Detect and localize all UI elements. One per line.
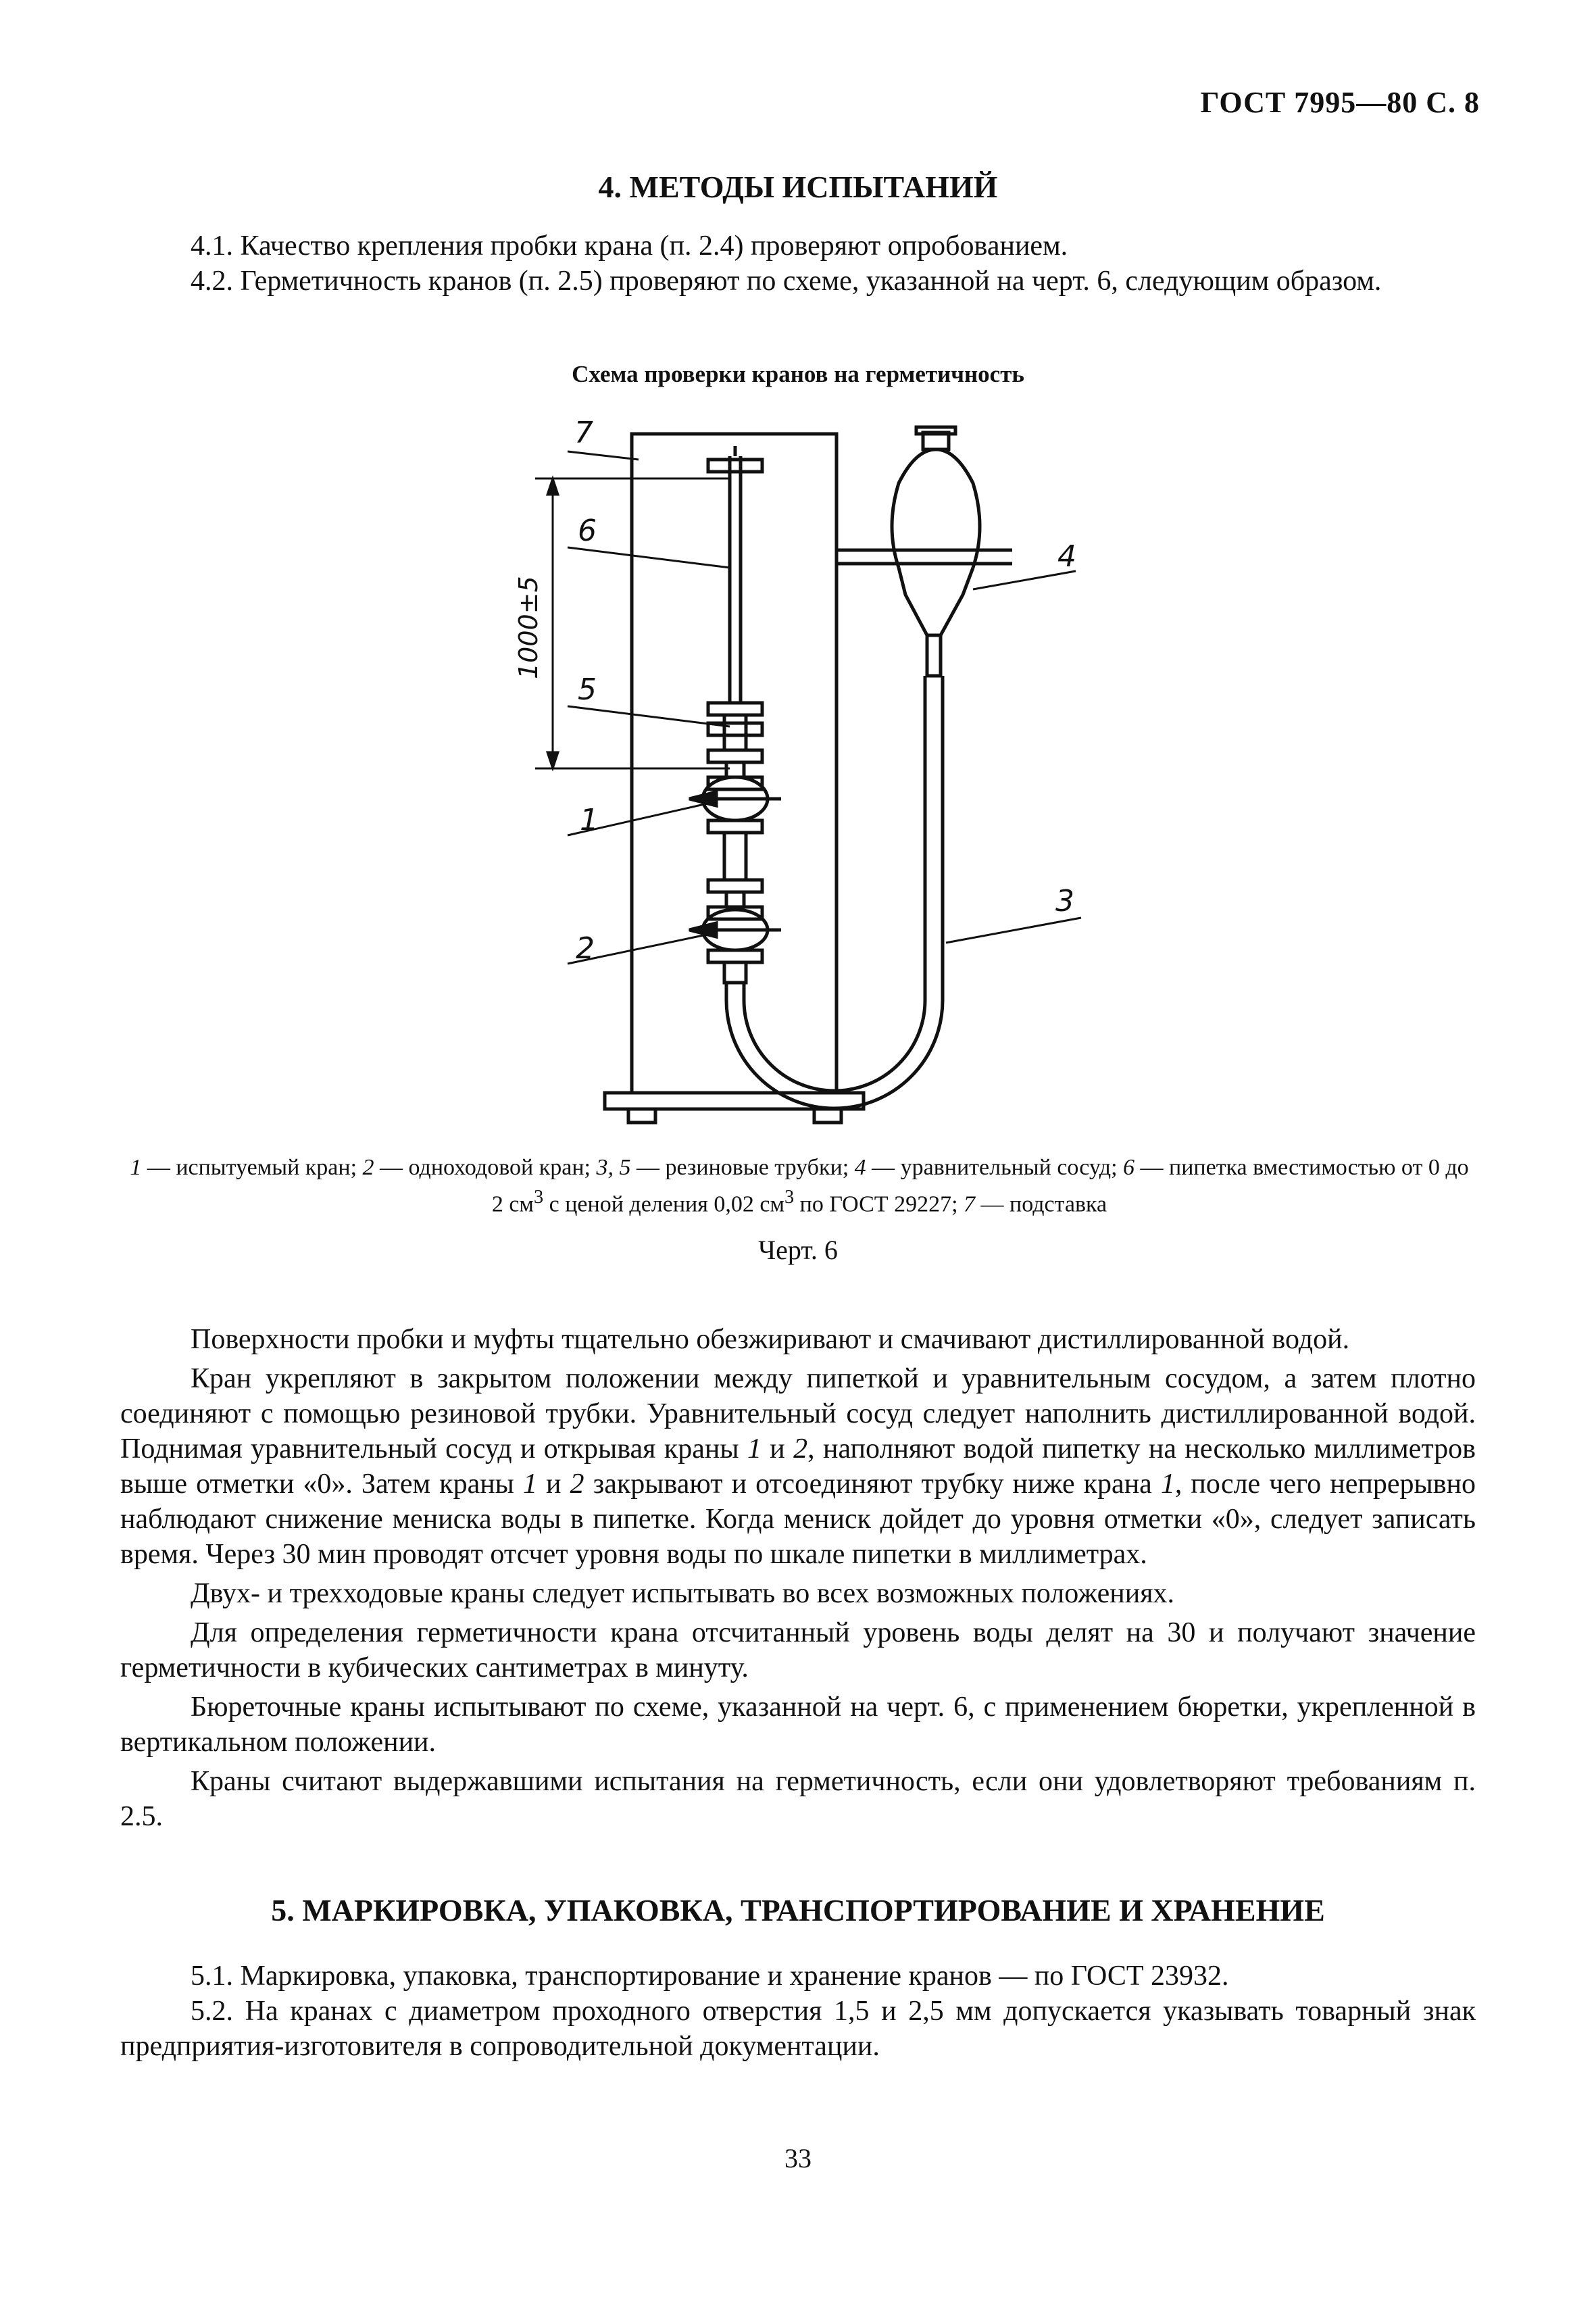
leak-test-diagram <box>0 0 1596 1149</box>
section-5-text <box>120 1959 1476 2064</box>
p2-text-i: закрывают и отсоединяют трубку ниже крана <box>584 1469 1161 1500</box>
caption-text-7: — подставка <box>975 1191 1107 1217</box>
body-paragraph-3: Двух- и трехходовые краны следует испытывать во всех возможных положениях. <box>191 1578 1175 1609</box>
tested-tap-1 <box>689 777 781 880</box>
p2-text-g: и <box>537 1469 570 1500</box>
caption-text-2: — одноходовой кран; <box>374 1155 597 1180</box>
body-paragraph-6: Краны считают выдержавшими испытания на герметичность, если они удовлетворяют требованиям п. 2.5. <box>120 1766 1476 1832</box>
caption-text-6b: с ценой деления 0,02 см <box>543 1191 784 1217</box>
label-6: 6 <box>578 514 597 548</box>
body-text <box>120 1322 1476 1834</box>
section-4-title: 4. МЕТОДЫ ИСПЫТАНИЙ <box>598 170 998 204</box>
body-paragraph-5: Бюреточные краны испытывают по схеме, указанной на черт. 6, с применением бюретки, укрепленной в вертикальном положении. <box>120 1692 1476 1758</box>
p2-text-c: и <box>761 1433 794 1464</box>
stand-foot-left <box>628 1109 655 1123</box>
caption-text-1: — испытуемый кран; <box>141 1155 363 1180</box>
label-1: 1 <box>580 803 599 837</box>
dimension-label: 1000±5 <box>514 576 543 679</box>
paragraph-5-1: 5.1. Маркировка, упаковка, транспортирование и хранение кранов — по ГОСТ 23932. <box>191 1961 1229 1992</box>
figure-label: Черт. 6 <box>758 1235 838 1265</box>
label-5: 5 <box>578 672 597 707</box>
stand-foot-right <box>814 1109 841 1123</box>
caption-text-6c: по ГОСТ 29227; <box>794 1191 964 1217</box>
label-4: 4 <box>1057 539 1076 574</box>
caption-num-2: 2 <box>362 1155 374 1180</box>
paragraph-4-1: 4.1. Качество крепления пробки крана (п. 2.4) проверяют опробованием. <box>191 230 1068 262</box>
body-paragraph-4: Для определения герметичности крана отсчитанный уровень воды делят на 30 и получают значение герметичности в кубических сантиметрах в минуту. <box>120 1617 1476 1683</box>
p2-text-a: Кран укрепляют в закрытом положении между пипеткой и уравнительным сосудом, а затем плотно соединяют с помощью резиновой трубки. Уравнительный сосуд следует наполнить дистиллированной водой. Поднимая уравнительный сосуд и открывая краны <box>120 1363 1476 1464</box>
section-5-title: 5. МАРКИРОВКА, УПАКОВКА, ТРАНСПОРТИРОВАНИЕ И ХРАНЕНИЕ <box>271 1893 1325 1927</box>
p2-ref-1a: 1 <box>747 1433 762 1464</box>
caption-num-7: 7 <box>964 1191 976 1217</box>
label-7: 7 <box>574 416 593 450</box>
one-way-tap-2 <box>689 880 781 983</box>
paragraph-5-2: 5.2. На кранах с диаметром проходного отверстия 1,5 и 2,5 мм допускается указывать товарный знак предприятия-изготовителя в сопроводительной документации. <box>120 1996 1476 2062</box>
p2-ref-2a: 2 <box>793 1433 808 1464</box>
caption-text-4: — уравнительный сосуд; <box>866 1155 1124 1180</box>
leader-lines <box>568 451 1081 964</box>
caption-num-6: 6 <box>1123 1155 1135 1180</box>
caption-sup-2: 3 <box>784 1187 795 1208</box>
page-number: 33 <box>784 2143 812 2173</box>
figure-title: Схема проверки кранов на герметичность <box>572 361 1024 387</box>
body-paragraph-2 <box>120 1361 1476 1572</box>
label-2: 2 <box>576 931 595 966</box>
caption-num-4: 4 <box>854 1155 866 1180</box>
figure-caption <box>127 1153 1472 1219</box>
document-reference: ГОСТ 7995—80 С. 8 <box>1200 86 1480 119</box>
body-paragraph-1: Поверхности пробки и муфты тщательно обезжиривают и смачивают дистиллированной водой. <box>191 1324 1350 1355</box>
pipette <box>708 446 762 715</box>
paragraph-4-2: 4.2. Герметичность кранов (п. 2.5) проверяют по схеме, указанной на черт. 6, следующим образом. <box>191 266 1382 297</box>
caption-text-6a: — пипетка вместимостью от 0 до 2 см <box>491 1155 1469 1217</box>
p2-ref-2b: 2 <box>570 1469 584 1500</box>
caption-text-3-5: — резиновые трубки; <box>630 1155 855 1180</box>
caption-sup-1: 3 <box>533 1187 544 1208</box>
p2-text-e: , наполняют водой пипетку на несколько миллиметров выше отметки «0». Затем краны <box>120 1433 1476 1500</box>
caption-num-1: 1 <box>130 1155 142 1180</box>
label-3: 3 <box>1055 884 1074 918</box>
caption-num-3-5: 3, 5 <box>596 1155 631 1180</box>
p2-ref-1c: 1 <box>1160 1469 1175 1500</box>
p2-text-k: , после чего непрерывно наблюдают снижение мениска воды в пипетке. Когда мениск дойдет до уровня отметки «0», следует записать время. Через 30 мин проводят отсчет уровня воды по шкале пипетки в миллиметрах. <box>120 1469 1476 1570</box>
p2-ref-1b: 1 <box>522 1469 537 1500</box>
